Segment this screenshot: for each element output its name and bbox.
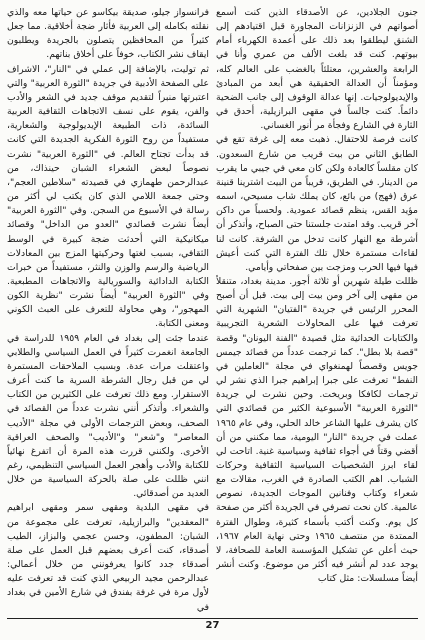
left-column	[7, 6, 209, 612]
footer-rule	[7, 618, 418, 619]
paragraph: عندما جئت إلى بغداد في العام ١٩٥٩ للدراسة في الجامعة انغمرت كثيراً في العمل السياسي والطلابي واعتقلت مرات عدة. وبسبب الملاحقات المستمرة لي من قبل رجال الشرطة السرية ما كنت أعرف الاستقرار. ومع ذلك تعرفت على الكثيرين من الكتاب والشعراء. وأتذكر أنني نشرت عدداً من القصائد في الصحف، وبعض الترجمات الأولى في مجلة "الأديب المعاصر" و"شعر" و"الأديب" والصحف العراقية الأخرى. ولكنني قررت هذه المرة أن اتفرغ نهائياً للكتابة والأدب وأهجر العمل السياسي التنظيمي، رغم انني ظللت على صلة بالحركة السياسية من خلال العديد من أصدقائي.	[7, 332, 209, 500]
paragraph: فرانسواز جيلو، صديقة بيكاسو عن حياتها معه والذي نقلته بكامله إلى العربية فأثار ضجة أخلاقية. مما جعل كثيراً من المحافظين يتصلون بالجريدة ويطلبون ايقاف نشر الكتاب، خوفاً على أخلاق بناتهم.	[7, 7, 209, 61]
text-columns	[7, 6, 418, 612]
paragraph: في مقهى البلدية ومقهى سمر ومقهى ابراهيم "المعقدين" والبرازيلية، تعرفت على مجموعة من الشبان: المطفون، وحسن عجمي والبزاز، الطيب أصدقاء، كنت أعرف بعضهم قبل العمل على صلة أصدقاء جدد كانوا يعرفونني من خلال أعمالي: عبدالرحمن مجيد الربيعي الذي كنت قد تعرفت عليه لأول مرة في غرفة بفندق في شارع الأمين في بغداد في	[7, 502, 209, 612]
paragraph: جنون الجلادين، عن الأصدقاء الذين كنت أسمع أصواتهم في الزنزانات المجاورة قبل اقتيادهم إلى الشنق ليطلقوا بعد ذلك على أعمدة الكهرباء أمام بيوتهم. كنت قد بلغت الألف من عمري وأنا في الرابعة والعشرين، معتلئاً بالغضب على العالم كله، ومؤمناً أن العدالة الحقيقية هي أبعد من المبادئ والإيديولوجيات. إنها عدالة الوقوف إلى جانب الضحية دائماً. كنت جالساً في مقهى البرازيلية، أحدق في الثارة في الشارع وفجأة مر أنور الغساني.	[216, 7, 418, 132]
paragraph: ثم توليت، بالإضافة إلى عملي في "النار"، الاشراف على الصفحة الأدبية في جريدة "الثورة العربية" والتي اعتبرتها منبراً لتقديم موقف جديد في الشعر والأدب والفن، يقوم على نسف الاتجاهات الثقافية العربية السائدة، ذات الطبيعة الإيديولوجية والشعارية، مستفيداً من روح الثورة الفكرية الجديدة التي كانت قد بدأت تجتاح العالم. في "الثورة العربية" نشرت نصوصاً لبعض الشعراء الشبان حينذاك، من عبدالرحمن طهمازي في قصيدته "سلاطين العجم"، وحتى جمعة اللامي الذي كان يكتب لي أكثر من رسالة في الأسبوع من السجن. وفي "الثورة العربية" أيضاً نشرت قصائدي "العدو من الداخل" وقصائد ميكانيكية التي أحدثت ضجة كبيرة في الوسط الثقافي، بسبب لغتها وحركيتها المزج بين المعادلات الرياضية والرسم والوزن والنثر، مستفيداً من خبرات الكتابة الدادائية والسوريالية والاتجاهات المطبعية. وفي "الثورة العربية" أيضاً نشرت "نظرية الكون المهجور"، وهي محاولة للتعرف على العبث الكوني ومعنى الكتابة.	[7, 63, 209, 330]
right-column	[216, 6, 418, 612]
page-number: 27	[205, 620, 220, 631]
paragraph: ظللت طيلة شهرين أو ثلاثة أجور. مدينة بغداد، متنقلاً من مقهى إلى آخر ومن بيت إلى بيت. قبل أن أصبح المحرر الرئيس في جريدة "الفتيان" الشهرية التي تعرفت فيها على المحاولات الشعرية التجريبية والكتابات الحداثية مثل قصيدة "الفنة اليونان" وقصة "قصة بلا بطل". كما ترجمت عدداً من قصائد جيمس جويس وقصصاً لهمنغواي في مجلة "العاملين في النفط" تعرفت على جبرا إبراهيم جبرا الذي نشر لي ترجمات لكافكا وبريخت. وحين نشرت لي جريدة "الثورة العربية" الأسبوعية الكثير من قصائدي التي كان يشرف عليها الشاعر خالد الحلي، وفي عام ١٩٦٥ عملت في جريدة "النار" اليومية، مما مكنني من أن أقضي وقتاً في أجواء ثقافية وسياسية غنية. اتاحت لي لقاء ابرز الشخصيات السياسية الثقافية وحركات الشباب. اهم الكتب الصادرة في الغرب، مقالات مع شعراء وكتاب وفنانين الموجات الجديدة، نصوص عالمية. كان نحت تصرفي في الجريدة أكثر من صفحة كل يوم. وكنت أكتب بأسماء كثيرة، وطوال الفترة الممتدة من منتصف ١٩٦٥ وحتى نهاية العام ١٩٦٧، حيث أعلن عن تشكيل المؤسسة العامة للصحافة، لا يوجد عدد لم أنشر فيه أكثر من موضوع. وكنت أنشر أيضاً مسلسلات: مثل كتاب	[216, 275, 418, 585]
paragraph: كانت فرصة للاحتفال. ذهبت معه إلى غرفة تقع في الطابق الثاني من بيت قريب من شارع السعدون. كان مقلساً كالعادة ولكن كان معي في جيبي ما يقرب من الدينار. في الطريق، قريباً من البيت اشترينا قنينة عرق (فهج) من بائع، كان يملك شاب مسيحي، اسمه مؤيد القس، ينظم قصائد عمودية. ولحسباً من داكن آخر قريب. وقد امتدت جلستنا حتى الصباح، وأتذكر أن أشرطة مع النهار كانت تدخل من الشرفة. كانت لنا لقاءات مستمرة خلال تلك الفترة التي كنت أعيش فيها فيها الحرب ومزجت بين صفحاتي وأيامي.	[216, 134, 418, 273]
